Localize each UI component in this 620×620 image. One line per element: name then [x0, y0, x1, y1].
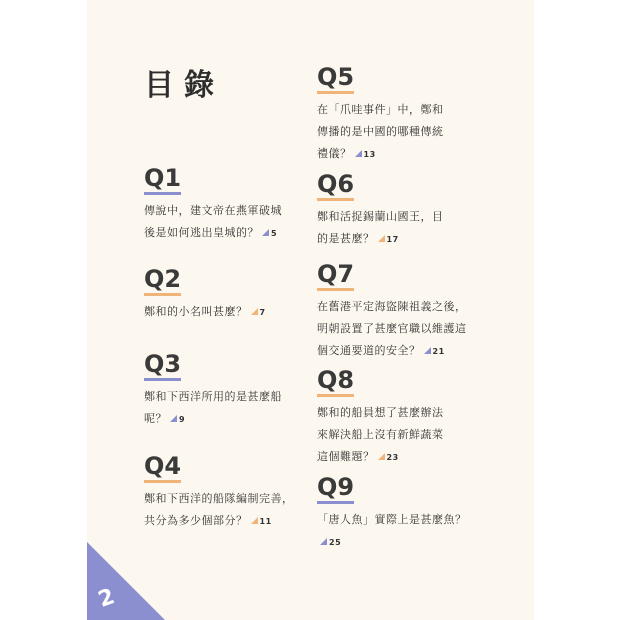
toc-entry-q1[interactable] — [144, 165, 294, 245]
question-text: 鄭和的船員想了甚麼辦法來解決船上沒有新鮮蔬菜這個難題？ 23 — [317, 402, 453, 469]
page-ref: 11 — [259, 517, 272, 526]
question-number: Q7 — [317, 260, 355, 288]
page-ref: 9 — [179, 415, 186, 424]
question-number: Q5 — [317, 63, 355, 91]
question-text: 傳說中，建文帝在燕軍破城後是如何逃出皇城的？ 5 — [144, 200, 286, 245]
page-corner-tab — [87, 542, 165, 620]
question-number: Q6 — [317, 170, 355, 198]
page-ref: 23 — [386, 453, 399, 462]
page-marker-icon — [378, 235, 385, 242]
question-number: Q8 — [317, 366, 355, 394]
page-marker-icon — [378, 453, 385, 460]
toc-entry-q5[interactable] — [317, 64, 467, 166]
page-marker-icon — [355, 150, 362, 157]
toc-entry-q7[interactable] — [317, 261, 467, 363]
question-text: 鄭和下西洋所用的是甚麼船呢？ 9 — [144, 386, 286, 431]
question-text: 「唐人魚」實際上是甚麼魚？25 — [317, 509, 467, 554]
question-text: 在「爪哇事件」中，鄭和傳播的是中國的哪種傳統禮儀？ 13 — [317, 99, 453, 166]
toc-entry-q8[interactable] — [317, 367, 467, 469]
page-marker-icon — [424, 347, 431, 354]
toc-entry-q9[interactable] — [317, 474, 467, 554]
page-ref: 21 — [432, 347, 445, 356]
page-ref: 17 — [386, 235, 399, 244]
question-number: Q1 — [144, 164, 182, 192]
question-number: Q9 — [317, 473, 355, 501]
page-ref: 7 — [259, 308, 266, 317]
toc-entry-q3[interactable] — [144, 351, 294, 431]
question-text: 在舊港平定海盜陳祖義之後，明朝設置了甚麼官職以維護這個交通要道的安全？ 21 — [317, 296, 477, 363]
page-marker-icon — [320, 538, 327, 545]
question-text: 鄭和下西洋的船隊編制完善，共分為多少個部分？ 11 — [144, 488, 294, 533]
toc-title: 目錄 — [144, 68, 224, 103]
page-marker-icon — [251, 308, 258, 315]
page-marker-icon — [170, 415, 177, 422]
toc-entry-q2[interactable] — [144, 266, 294, 324]
page-ref: 25 — [329, 538, 342, 547]
question-number: Q2 — [144, 265, 182, 293]
page-number: 2 — [95, 584, 119, 613]
page-ref: 13 — [363, 150, 376, 159]
page-marker-icon — [251, 517, 258, 524]
page-marker-icon — [262, 229, 269, 236]
toc-entry-q4[interactable] — [144, 453, 294, 533]
question-number: Q3 — [144, 350, 182, 378]
page-ref: 5 — [271, 229, 278, 238]
question-number: Q4 — [144, 452, 182, 480]
toc-entry-q6[interactable] — [317, 171, 467, 251]
question-text: 鄭和活捉錫蘭山國王，目的是甚麼？ 17 — [317, 206, 453, 251]
question-text: 鄭和的小名叫甚麼？ 7 — [144, 301, 286, 324]
